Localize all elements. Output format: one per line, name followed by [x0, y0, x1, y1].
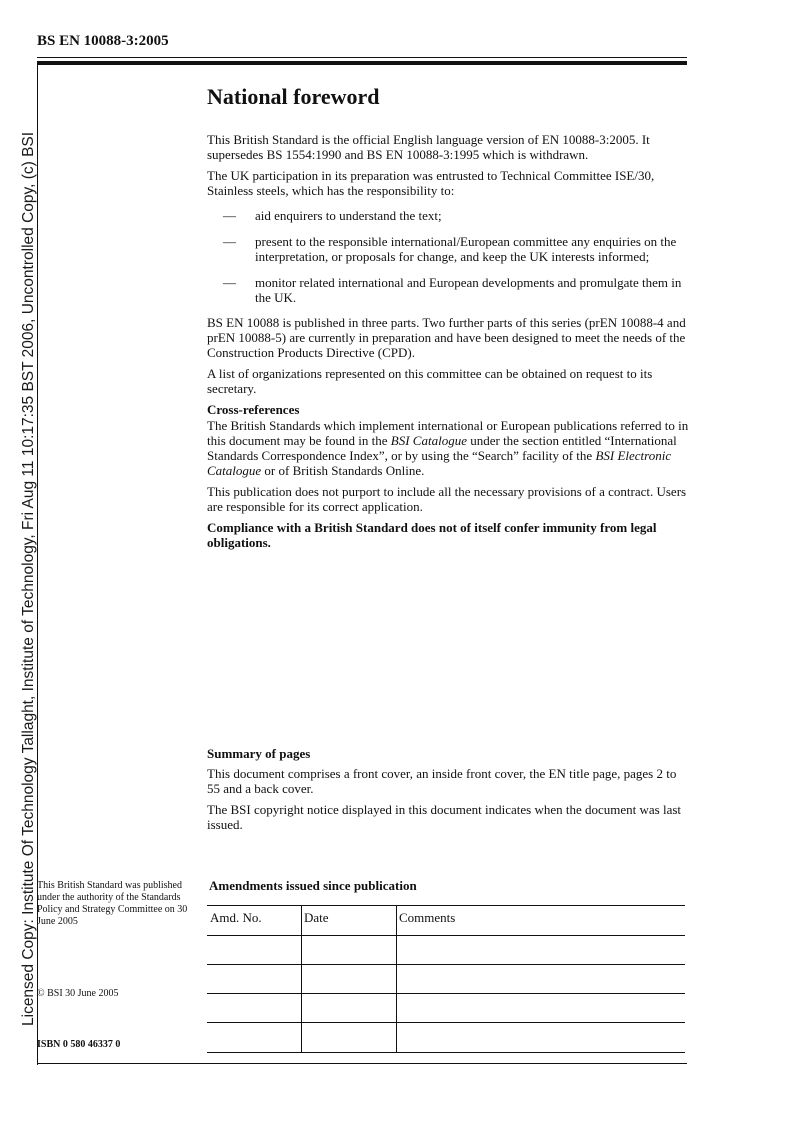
header-rule-thin: [37, 57, 687, 58]
intro-paragraph: This British Standard is the official English language version of EN 10088-3:2005. It supersedes BS 1554:1990 and BS EN 10088-3:1995 which is withdrawn.: [207, 132, 650, 162]
main-content: [207, 84, 689, 556]
cross-references-paragraph: [207, 418, 689, 478]
table-rule: [207, 993, 685, 994]
header-rule-thick: [37, 61, 687, 65]
table-rule: [207, 905, 685, 906]
publication-note: This British Standard was published under the authority of the Standards Policy and Strategy Committee on 30 June 2005: [37, 880, 188, 927]
table-rule: [207, 935, 685, 936]
cross-references-heading: Cross-references: [207, 402, 300, 417]
table-rule: [207, 1022, 685, 1023]
summary-heading: Summary of pages: [207, 746, 311, 761]
footer-rule: [37, 1063, 687, 1064]
table-column-divider: [301, 905, 302, 1053]
amendments-table: [207, 905, 685, 1053]
summary-copyright-paragraph: The BSI copyright notice displayed in this document indicates when the document was last issued.: [207, 802, 682, 832]
list-item-text: monitor related international and European developments and promulgate them in the UK.: [255, 275, 682, 305]
bsi-electronic-catalogue-title: BSI Electronic Catalogue: [207, 448, 672, 478]
column-header-comments: Comments: [399, 910, 456, 925]
dash-marker: —: [223, 208, 236, 223]
cross-ref-text: The British Standards which implement international or European publications referred to in this document may be found in the: [207, 418, 689, 448]
parts-paragraph: BS EN 10088 is published in three parts. Two further parts of this series (prEN 10088-4 and prEN 10088-5) are currently in preparation and have been designed to meet the needs of the Construction Products Directive (CPD).: [207, 315, 686, 360]
summary-pages-paragraph: This document comprises a front cover, an inside front cover, the EN title page, pages 2 to 55 and a back cover.: [207, 766, 677, 796]
dash-marker: —: [223, 275, 236, 290]
cross-ref-text: or of British Standards Online.: [261, 463, 425, 478]
list-item-text: present to the responsible international/European committee any enquiries on the interpretation, or proposals for change, and keep the UK interests informed;: [255, 234, 677, 264]
bsi-catalogue-title: BSI Catalogue: [390, 433, 467, 448]
committee-paragraph: The UK participation in its preparation was entrusted to Technical Committee ISE/30, Stainless steels, which has the responsibility to:: [207, 168, 655, 198]
license-watermark: Licensed Copy: Institute Of Technology Tallaght, Institute of Technology, Fri Aug 11 10:17:35 BST 2006, Uncontrolled Copy, (c) BSI: [20, 131, 37, 1026]
list-item: [207, 275, 689, 305]
responsibility-list: [207, 208, 689, 305]
table-column-divider: [396, 905, 397, 1053]
organizations-paragraph: A list of organizations represented on this committee can be obtained on request to its secretary.: [207, 366, 653, 396]
column-header-date: Date: [304, 910, 329, 925]
cross-ref-text: under the section entitled “International Standards Correspondence Index”, or by using the “Search” facility of the: [207, 433, 677, 463]
table-rule: [207, 1052, 685, 1053]
page-title: National foreword: [207, 84, 380, 109]
provisions-paragraph: This publication does not purport to include all the necessary provisions of a contract. Users are responsible for its correct application.: [207, 484, 687, 514]
column-header-amd-no: Amd. No.: [210, 910, 262, 925]
document-id: BS EN 10088-3:2005: [37, 33, 169, 49]
dash-marker: —: [223, 234, 236, 249]
summary-section: [207, 746, 689, 838]
list-item: [207, 208, 689, 223]
amendments-title: Amendments issued since publication: [209, 878, 417, 893]
table-rule: [207, 964, 685, 965]
compliance-paragraph: Compliance with a British Standard does not of itself confer immunity from legal obligations.: [207, 520, 657, 550]
list-item: [207, 234, 689, 264]
isbn: ISBN 0 580 46337 0: [37, 1039, 121, 1050]
copyright-notice: © BSI 30 June 2005: [37, 988, 119, 999]
list-item-text: aid enquirers to understand the text;: [255, 208, 442, 223]
